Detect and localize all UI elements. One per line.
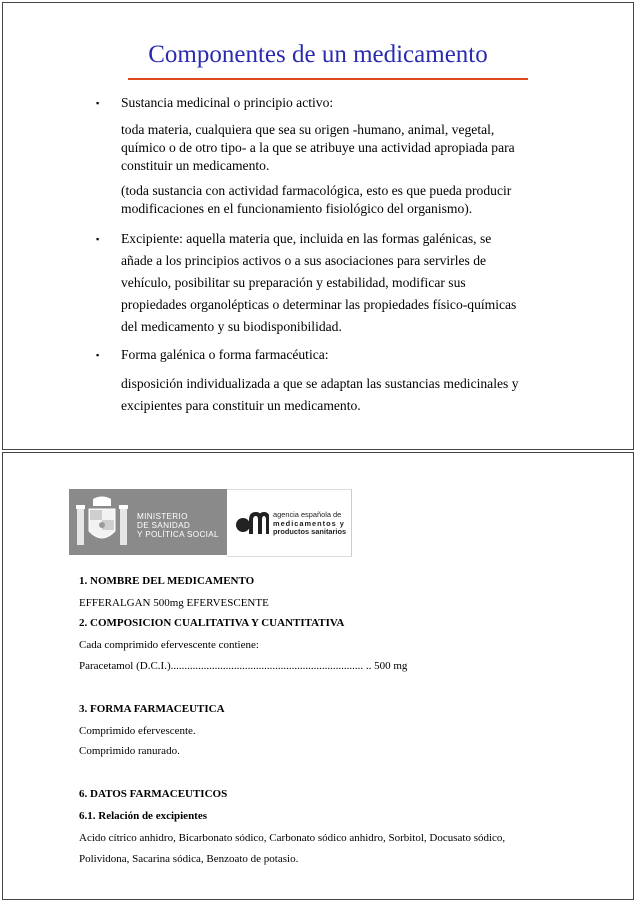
- aemps-logo-icon: [235, 510, 269, 536]
- agencia-line: agencia española de: [273, 510, 342, 519]
- item-line: añade a los principios activos o a sus asociaciones para servirles de: [121, 253, 487, 268]
- section-line: Acido cítrico anhidro, Bicarbonato sódico, Carbonato sódico anhidro, Sorbitol, Docusato sódico,: [79, 832, 506, 844]
- slide-componentes: [2, 2, 634, 450]
- bullet-icon: ▪: [96, 234, 100, 244]
- section-subtitle: 6.1. Relación de excipientes: [79, 810, 208, 822]
- item-line: propiedades organolépticas o determinar las propiedades físico-químicas: [121, 297, 517, 312]
- item-line: químico o de otro tipo- a la que se atribuye una actividad apropiada para: [121, 140, 515, 155]
- item-line: vehículo, posibilitar su preparación y estabilidad, modificar sus: [121, 275, 466, 290]
- item-heading: Excipiente: aquella materia que, incluida en las formas galénicas, se: [121, 231, 492, 246]
- section-line: Paracetamol (D.C.I.)...................................................................... .. 500 mg: [79, 660, 408, 672]
- slide-ficha-tecnica: [2, 452, 634, 900]
- bullet-icon: ▪: [96, 98, 100, 108]
- bullet-icon: ▪: [96, 350, 100, 360]
- ministerio-line: MINISTERIO: [137, 512, 188, 521]
- item-line: del medicamento y su biodisponibilidad.: [121, 319, 342, 334]
- coat-of-arms-icon: [75, 495, 129, 549]
- section-line: Comprimido ranurado.: [79, 745, 180, 757]
- section-line: EFFERALGAN 500mg EFERVESCENTE: [79, 597, 269, 609]
- ministerio-block: [69, 489, 227, 555]
- slide-title: Componentes de un medicamento: [148, 41, 488, 68]
- item-line: disposición individualizada a que se adaptan las sustancias medicinales y: [121, 376, 519, 391]
- item-line: toda materia, cualquiera que sea su origen -humano, animal, vegetal,: [121, 122, 495, 137]
- section-line: Polividona, Sacarina sódica, Benzoato de potasio.: [79, 853, 299, 865]
- ministerio-line: Y POLÍTICA SOCIAL: [137, 530, 219, 539]
- section-title: 3. FORMA FARMACEUTICA: [79, 703, 225, 715]
- header-banner: [69, 489, 351, 555]
- item-line: (toda sustancia con actividad farmacológica, esto es que pueda producir: [121, 183, 512, 198]
- section-title: 2. COMPOSICION CUALITATIVA Y CUANTITATIVA: [79, 617, 345, 629]
- item-heading: Forma galénica o forma farmacéutica:: [121, 347, 329, 362]
- aemps-block: [227, 489, 352, 557]
- section-line: Cada comprimido efervescente contiene:: [79, 639, 259, 651]
- agencia-line: medicamentos y: [273, 518, 345, 528]
- item-line: constituir un medicamento.: [121, 158, 270, 173]
- ministerio-line: DE SANIDAD: [137, 521, 191, 530]
- section-line: Comprimido efervescente.: [79, 725, 196, 737]
- item-heading: Sustancia medicinal o principio activo:: [121, 95, 334, 110]
- item-line: modificaciones en el funcionamiento fisiológico del organismo).: [121, 201, 473, 216]
- item-line: excipientes para constituir un medicamento.: [121, 398, 361, 413]
- agencia-line: productos sanitarios: [273, 527, 347, 536]
- title-underline: [128, 78, 528, 80]
- section-title: 1. NOMBRE DEL MEDICAMENTO: [79, 575, 255, 587]
- section-title: 6. DATOS FARMACEUTICOS: [79, 788, 228, 800]
